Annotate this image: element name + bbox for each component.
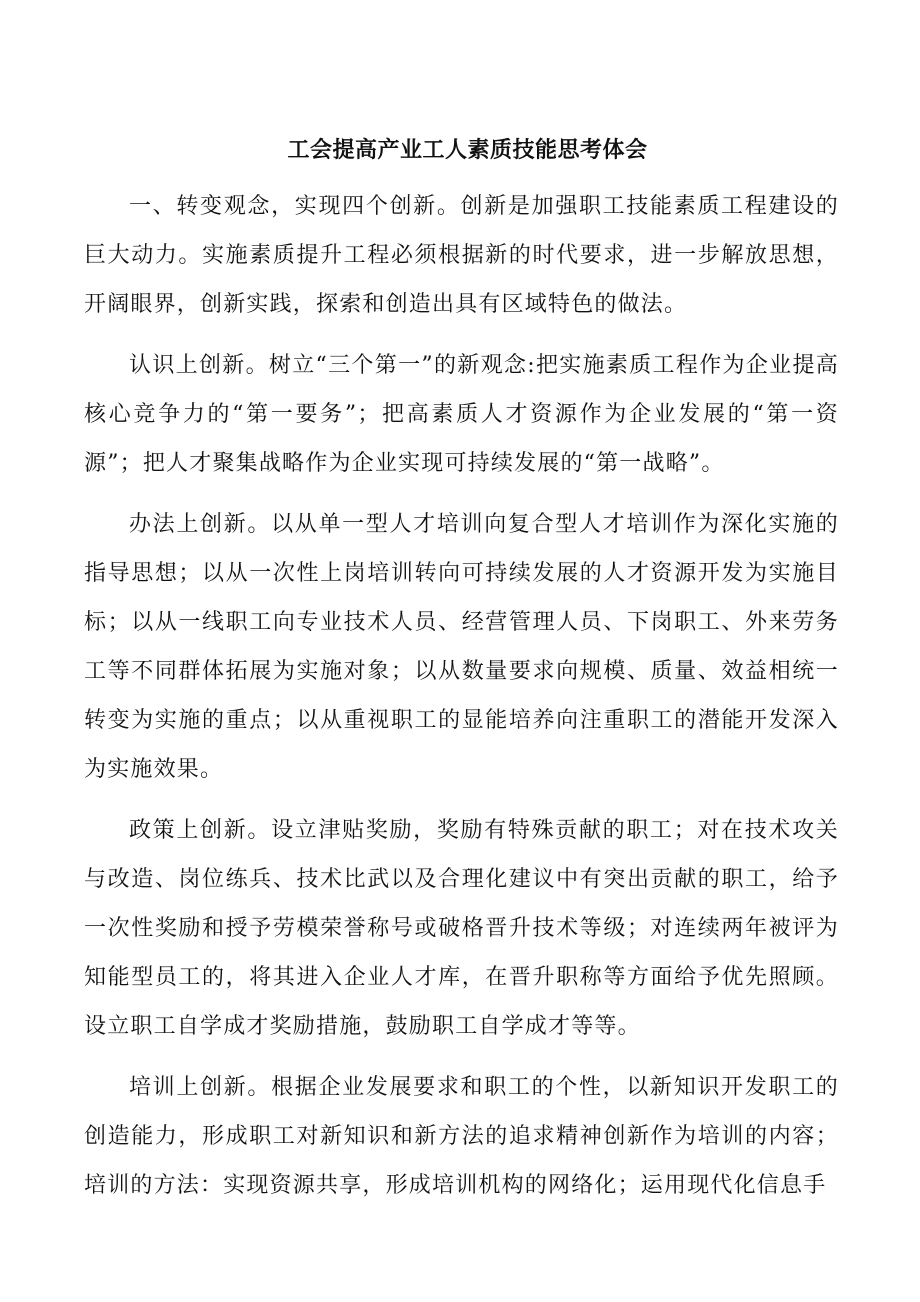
paragraph-awareness-innovation: 认识上创新。树立“三个第一”的新观念:把实施素质工程作为企业提高核心竞争力的“第一要务”；把高素质人才资源作为企业发展的“第一资源”；把人才聚集战略作为企业实现可持续发展的“第一战略”。: [84, 353, 839, 476]
document-body: [84, 128, 839, 1210]
paragraph-transform-concepts: 一、转变观念，实现四个创新。创新是加强职工技能素质工程建设的巨大动力。实施素质提升工程必须根据新的时代要求，进一步解放思想，开阔眼界，创新实践，探索和创造出具有区域特色的做法。: [84, 194, 839, 317]
document-title: 工会提高产业工人素质技能思考体会: [287, 137, 648, 163]
paragraph-training-innovation: 培训上创新。根据企业发展要求和职工的个性，以新知识开发职工的创造能力，形成职工对新知识和新方法的追求精神创新作为培训的内容；培训的方法：实现资源共享，形成培训机构的网络化；运用现代化信息手: [84, 1075, 839, 1198]
paragraph-policy-innovation: 政策上创新。设立津贴奖励，奖励有特殊贡献的职工；对在技术攻关与改造、岗位练兵、技术比武以及合理化建议中有突出贡献的职工，给予一次性奖励和授予劳模荣誉称号或破格晋升技术等级；对连续两年被评为知能型员工的，将其进入企业人才库，在晋升职称等方面给予优先照顾。设立职工自学成才奖励措施，鼓励职工自学成才等等。: [84, 818, 839, 1039]
paragraph-method-innovation: 办法上创新。以从单一型人才培训向复合型人才培训作为深化实施的指导思想；以从一次性上岗培训转向可持续发展的人才资源开发为实施目标；以从一线职工向专业技术人员、经营管理人员、下岗职工、外来劳务工等不同群体拓展为实施对象；以从数量要求向规模、质量、效益相统一转变为实施的重点；以从重视职工的显能培养向注重职工的潜能开发深入为实施效果。: [84, 512, 839, 782]
